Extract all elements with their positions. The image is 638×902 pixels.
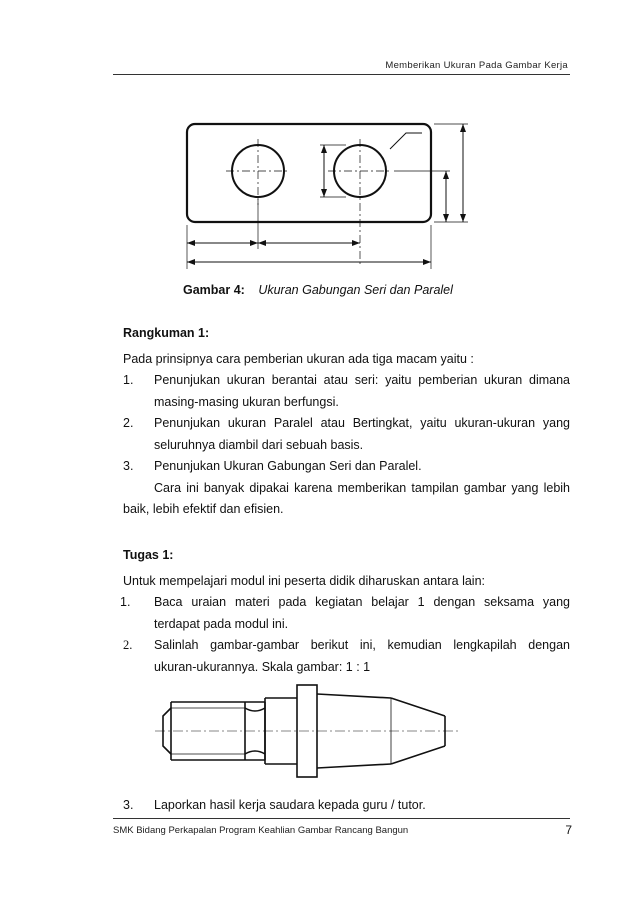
summary-item-1: [123, 370, 570, 413]
figure-4-drawing: [170, 115, 480, 275]
running-header: Memberikan Ukuran Pada Gambar Kerja: [385, 60, 568, 71]
list-text: Penunjukan Ukuran Gabungan Seri dan Paralel.: [154, 459, 422, 473]
summary-item-3: [123, 456, 570, 478]
list-text: Laporkan hasil kerja saudara kepada guru / tutor.: [154, 798, 426, 812]
summary-item-2: [123, 413, 570, 456]
list-text: Salinlah gambar-gambar berikut ini, kemudian lengkapilah dengan: [154, 638, 570, 652]
footer-text: SMK Bidang Perkapalan Program Keahlian Gambar Rancang Bangun: [113, 825, 409, 836]
task-heading: Tugas 1:: [123, 548, 174, 562]
list-text: Baca uraian materi pada kegiatan belajar 1 dengan seksama yang: [154, 595, 570, 609]
list-number: 2.: [123, 416, 134, 430]
task-intro: Untuk mempelajari modul ini peserta didik diharuskan antara lain:: [123, 573, 485, 588]
task-item-3: [123, 795, 570, 817]
page-number: 7: [565, 823, 572, 837]
summary-closing-line: Cara ini banyak dipakai karena memberikan tampilan gambar yang lebih: [154, 480, 570, 495]
header-rule: [113, 74, 570, 75]
list-text: ukuran-ukurannya. Skala gambar: 1 : 1: [154, 659, 371, 674]
list-number: 2.: [123, 638, 133, 652]
list-text: terdapat pada modul ini.: [154, 616, 289, 631]
task-item-2: [123, 635, 570, 678]
list-text: masing-masing ukuran berfungsi.: [154, 394, 339, 409]
list-text: seluruhnya diambil dari sebuah basis.: [154, 437, 364, 452]
summary-section: [123, 323, 570, 521]
task-section: [120, 545, 570, 678]
footer-rule: [113, 818, 570, 819]
figure-label: Gambar 4:: [183, 283, 245, 297]
task-item-1: [120, 592, 570, 635]
figure-caption: [183, 283, 453, 297]
summary-heading: Rangkuman 1:: [123, 326, 210, 340]
list-number: 3.: [123, 459, 134, 473]
list-number: 3.: [123, 798, 134, 812]
list-number: 1.: [123, 373, 134, 387]
figure-title: Ukuran Gabungan Seri dan Paralel: [258, 283, 453, 297]
list-text: Penunjukan ukuran Paralel atau Bertingkat, yaitu ukuran-ukuran yang: [154, 416, 570, 430]
shaft-drawing: [155, 680, 475, 782]
summary-closing-line: baik, lebih efektif dan efisien.: [123, 502, 284, 516]
list-number: 1.: [120, 595, 131, 609]
summary-intro: Pada prinsipnya cara pemberian ukuran ada tiga macam yaitu :: [123, 351, 474, 366]
list-text: Penunjukan ukuran berantai atau seri: yaitu pemberian ukuran dimana: [154, 373, 570, 387]
